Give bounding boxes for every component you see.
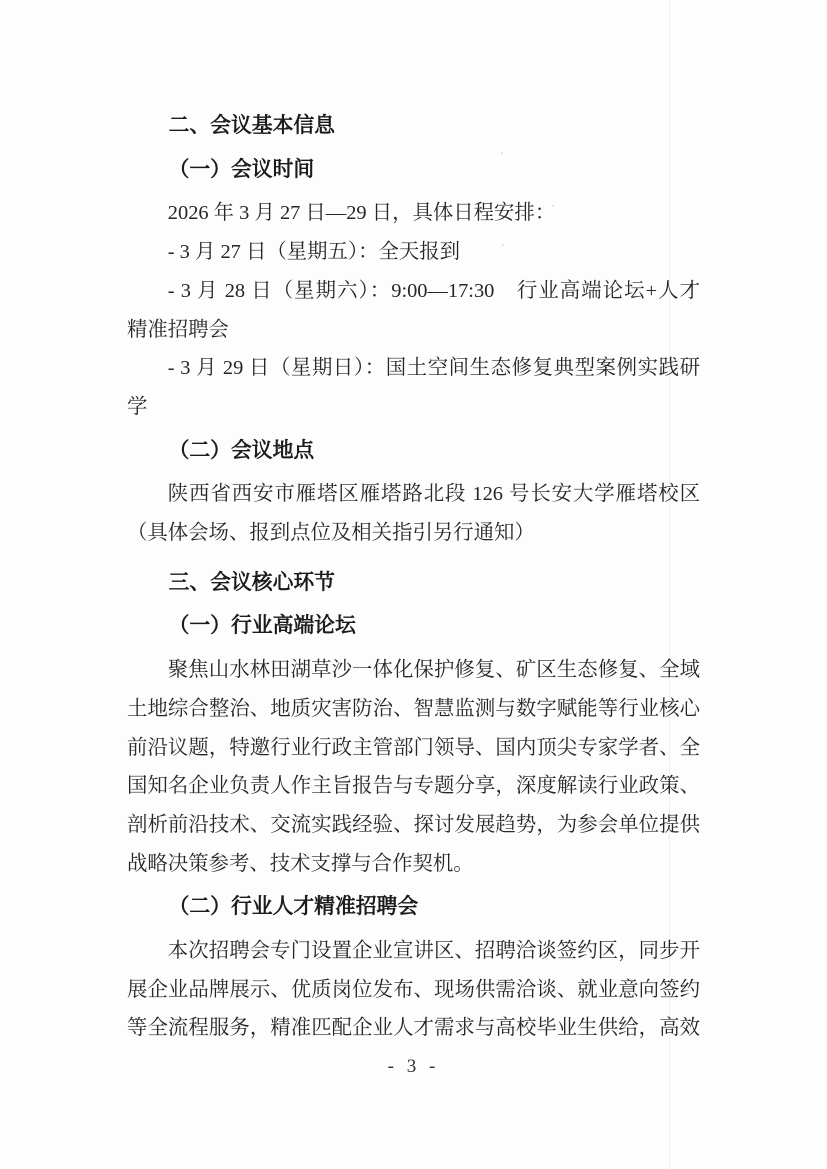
text-line: 战略决策参考、技术支撑与合作契机。 bbox=[127, 852, 474, 875]
text-line: （具体会场、报到点位及相关指引另行通知） bbox=[127, 522, 535, 545]
text-line: 国知名企业负责人作主旨报告与专题分享，深度解读行业政策、 bbox=[127, 775, 700, 798]
text-line: 展企业品牌展示、优质岗位发布、现场供需洽谈、就业意向签约 bbox=[127, 978, 700, 1001]
text-line: 本次招聘会专门设置企业宣讲区、招聘洽谈签约区，同步开 bbox=[167, 940, 700, 963]
text-line: 陕西省西安市雁塔区雁塔路北段 126 号长安大学雁塔校区 bbox=[167, 483, 700, 506]
text-line: - 3 月 28 日（星期六）：9:00—17:30 行业高端论坛+人才 bbox=[167, 279, 700, 302]
text-line: 前沿议题，特邀行业行政主管部门领导、国内顶尖专家学者、全 bbox=[127, 736, 700, 759]
text-line: - 3 月 27 日（星期五）：全天报到 bbox=[167, 241, 461, 264]
subsection-heading: （二）会议地点 bbox=[168, 438, 315, 462]
text-line: 土地综合整治、地质灾害防治、智慧监测与数字赋能等行业核心 bbox=[127, 697, 700, 720]
text-line: 等全流程服务，精准匹配企业人才需求与高校毕业生供给，高效 bbox=[127, 1017, 700, 1040]
subsection-heading: （一）行业高端论坛 bbox=[168, 614, 356, 638]
document-body bbox=[127, 96, 700, 1048]
subsection-heading: （二）行业人才精准招聘会 bbox=[168, 895, 419, 919]
text-line: - 3 月 29 日（星期日）：国土空间生态修复典型案例实践研 bbox=[167, 357, 700, 380]
section-heading: 二、会议基本信息 bbox=[168, 114, 335, 137]
text-line: 精准招聘会 bbox=[127, 318, 229, 341]
section-heading: 三、会议核心环节 bbox=[168, 570, 335, 594]
page-number: - 3 - bbox=[387, 1056, 440, 1077]
text-line: 学 bbox=[127, 395, 148, 418]
subsection-heading: （一）会议时间 bbox=[168, 157, 315, 181]
text-line: 聚焦山水林田湖草沙一体化保护修复、矿区生态修复、全域 bbox=[167, 659, 700, 682]
text-line: 2026 年 3 月 27 日—29 日，具体日程安排： bbox=[167, 202, 556, 225]
text-line: 剖析前沿技术、交流实践经验、探讨发展趋势，为参会单位提供 bbox=[127, 813, 700, 836]
